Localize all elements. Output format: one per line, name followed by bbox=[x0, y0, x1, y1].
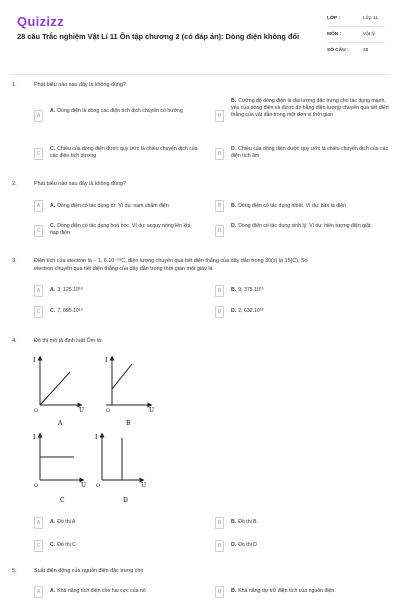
graph-origin-label: O bbox=[106, 408, 111, 414]
meta-divider bbox=[327, 42, 385, 43]
option-box-a[interactable]: A bbox=[34, 285, 43, 297]
option-letter: C. bbox=[50, 146, 56, 152]
option-box-d[interactable]: D bbox=[215, 306, 224, 318]
option-a[interactable] bbox=[50, 588, 200, 595]
option-text: 3, 125.10¹⁸ bbox=[57, 287, 83, 293]
option-c[interactable] bbox=[50, 308, 200, 315]
graph-d bbox=[95, 434, 146, 504]
graph-x-label: U bbox=[79, 407, 85, 414]
question-text: Suất điện động của nguồn điện đặc trưng cho bbox=[34, 568, 144, 574]
option-text: 2, 632.10¹⁸ bbox=[238, 308, 264, 314]
option-d[interactable] bbox=[231, 308, 391, 315]
option-d[interactable] bbox=[231, 223, 391, 230]
option-b[interactable] bbox=[231, 588, 396, 595]
option-box-b[interactable]: B bbox=[215, 586, 224, 598]
option-text: Khả năng tích điện cho hai cực của nó bbox=[57, 588, 146, 594]
option-letter: A. bbox=[50, 287, 56, 293]
question-number: 5. bbox=[12, 568, 17, 574]
question-text: Điện tích của electron là – 1, 6.10⁻¹⁹C, điện lượng chuyển qua tiết diện thẳng của dây dẫn trong 30(s) là 15(C). Số bbox=[34, 258, 308, 264]
option-box-a[interactable]: A bbox=[34, 110, 43, 122]
question-number: 4. bbox=[12, 338, 17, 344]
option-letter: A. bbox=[50, 519, 56, 525]
option-box-a[interactable]: A bbox=[34, 586, 43, 598]
option-letter: B. bbox=[231, 203, 237, 209]
option-text: Cường độ dòng điện là đại lượng đặc trưng cho tác dụng mạnh, yếu của dòng điện và được đo bằng điện lượng chuyển qua tiết diện thẳng của vật dẫn trong một đơn vị thời gian bbox=[231, 98, 389, 119]
graph-b bbox=[105, 357, 154, 427]
question-text: Đồ thị mô tả định luật Ôm là: bbox=[34, 338, 103, 344]
option-a[interactable] bbox=[50, 287, 200, 294]
question-text: Phát biểu nào sau đây là không đúng? bbox=[34, 181, 127, 187]
graph-caption: C bbox=[60, 497, 65, 504]
option-b[interactable] bbox=[231, 98, 391, 119]
option-d[interactable] bbox=[231, 146, 391, 160]
option-box-c[interactable]: C bbox=[34, 148, 43, 160]
option-letter: A. bbox=[50, 108, 56, 114]
meta-class-key: LỚP : bbox=[327, 16, 341, 21]
graph-caption: D bbox=[123, 497, 128, 504]
quizizz-logo: Quizizz bbox=[17, 14, 64, 29]
graph-c bbox=[33, 434, 86, 504]
graph-origin-label: O bbox=[34, 483, 39, 489]
option-text: Dòng điện có tác dụng từ. Ví dụ: nam châm điện bbox=[57, 203, 169, 209]
meta-divider bbox=[327, 26, 385, 27]
question-number: 3. bbox=[12, 258, 17, 264]
option-a[interactable] bbox=[50, 108, 200, 115]
option-b[interactable] bbox=[231, 287, 391, 294]
option-c[interactable] bbox=[50, 223, 200, 237]
option-text: Dòng điện có tác dụng hoá học. Ví dụ: acquy nóng lên khi nạp điện bbox=[50, 223, 191, 237]
option-text: Dòng điện có tác dụng sinh lý. Ví dụ: hiện tượng điện giật bbox=[238, 223, 371, 229]
graph-x-label: U bbox=[81, 482, 87, 489]
graph-y-label: I bbox=[105, 357, 108, 364]
graph-line bbox=[40, 372, 70, 405]
question-number: 1. bbox=[12, 82, 17, 88]
option-box-d[interactable]: D bbox=[215, 225, 224, 237]
option-letter: C. bbox=[50, 542, 56, 548]
option-b[interactable] bbox=[231, 519, 391, 526]
option-text: Dòng điện là dòng các điện tích dịch chuyển có hướng bbox=[57, 108, 183, 114]
header-divider bbox=[10, 74, 390, 75]
option-box-b[interactable]: B bbox=[215, 110, 224, 122]
option-letter: C. bbox=[50, 308, 56, 314]
graph-a bbox=[33, 357, 84, 427]
option-text: Chiều của dòng điện được quy ước là chiều chuyển dịch của các điện tích dương bbox=[50, 146, 198, 160]
option-text: Khả năng dự trữ điện tích của nguồn điện bbox=[238, 588, 335, 594]
option-text: Đồ thị D bbox=[238, 542, 257, 548]
option-letter: B. bbox=[231, 98, 237, 104]
option-box-a[interactable]: A bbox=[34, 517, 43, 529]
option-box-c[interactable]: C bbox=[34, 306, 43, 318]
option-box-d[interactable]: D bbox=[215, 540, 224, 552]
graph-caption: A bbox=[58, 420, 63, 427]
meta-class-value: Lớp 11 bbox=[363, 16, 378, 21]
page-header bbox=[0, 0, 400, 66]
option-letter: A. bbox=[50, 588, 56, 594]
graph-y-label: I bbox=[33, 434, 36, 441]
option-a[interactable] bbox=[50, 519, 200, 526]
option-text: 9, 375.10¹⁹ bbox=[238, 287, 264, 293]
option-text: Dòng điện có tác dụng nhiệt. Ví dụ: bàn là điện bbox=[238, 203, 347, 209]
meta-count-value: 28 bbox=[363, 48, 369, 53]
graph-y-label: I bbox=[33, 357, 36, 364]
meta-subject-value: Vật lý bbox=[363, 32, 375, 37]
graph-line bbox=[112, 364, 132, 389]
graph-x-label: U bbox=[141, 482, 147, 489]
option-b[interactable] bbox=[231, 203, 396, 210]
option-letter: B. bbox=[231, 588, 237, 594]
graph-y-label: I bbox=[95, 434, 98, 441]
graph-origin-label: O bbox=[96, 483, 101, 489]
question-text: Phát biểu nào sau đây là không đúng? bbox=[34, 82, 127, 88]
option-box-c[interactable]: C bbox=[34, 540, 43, 552]
ohm-law-graphs bbox=[30, 350, 170, 510]
option-letter: C. bbox=[50, 223, 56, 229]
option-box-b[interactable]: B bbox=[215, 517, 224, 529]
graph-origin-label: O bbox=[34, 408, 39, 414]
option-box-b[interactable]: B bbox=[215, 285, 224, 297]
option-letter: B. bbox=[231, 287, 237, 293]
option-letter: D. bbox=[231, 542, 237, 548]
option-text: 7, 895.10¹⁹ bbox=[57, 308, 83, 314]
quiz-title: 28 câu Trắc nghiệm Vật Lí 11 Ôn tập chương 2 (có đáp án): Dòng điện không đổi bbox=[17, 32, 300, 41]
meta-count-key: SỐ CÂU : bbox=[327, 48, 349, 53]
option-a[interactable] bbox=[50, 203, 210, 210]
option-box-b[interactable]: B bbox=[215, 200, 224, 212]
option-text: Chiều của dòng điện được quy ước là chiều chuyển dịch của các điện tích âm bbox=[231, 146, 389, 160]
option-text: Đồ thị B bbox=[238, 519, 257, 525]
graph-caption: B bbox=[126, 420, 131, 427]
option-c[interactable] bbox=[50, 542, 200, 549]
option-letter: A. bbox=[50, 203, 56, 209]
option-letter: D. bbox=[231, 146, 237, 152]
graph-x-label: U bbox=[149, 407, 155, 414]
option-d[interactable] bbox=[231, 542, 391, 549]
option-box-a[interactable]: A bbox=[34, 200, 43, 212]
option-letter: D. bbox=[231, 308, 237, 314]
option-letter: B. bbox=[231, 519, 237, 525]
meta-subject-key: MÔN : bbox=[327, 32, 342, 37]
option-letter: D. bbox=[231, 223, 237, 229]
option-box-d[interactable]: D bbox=[215, 148, 224, 160]
option-c[interactable] bbox=[50, 146, 200, 160]
option-text: Đồ thị C bbox=[57, 542, 76, 548]
option-text: Đồ thị A bbox=[57, 519, 76, 525]
option-box-c[interactable]: C bbox=[34, 225, 43, 237]
question-number: 2. bbox=[12, 181, 17, 187]
question-text: electron chuyển qua tiết diện thẳng của dây dẫn trong thời gian một giây là bbox=[34, 266, 213, 272]
